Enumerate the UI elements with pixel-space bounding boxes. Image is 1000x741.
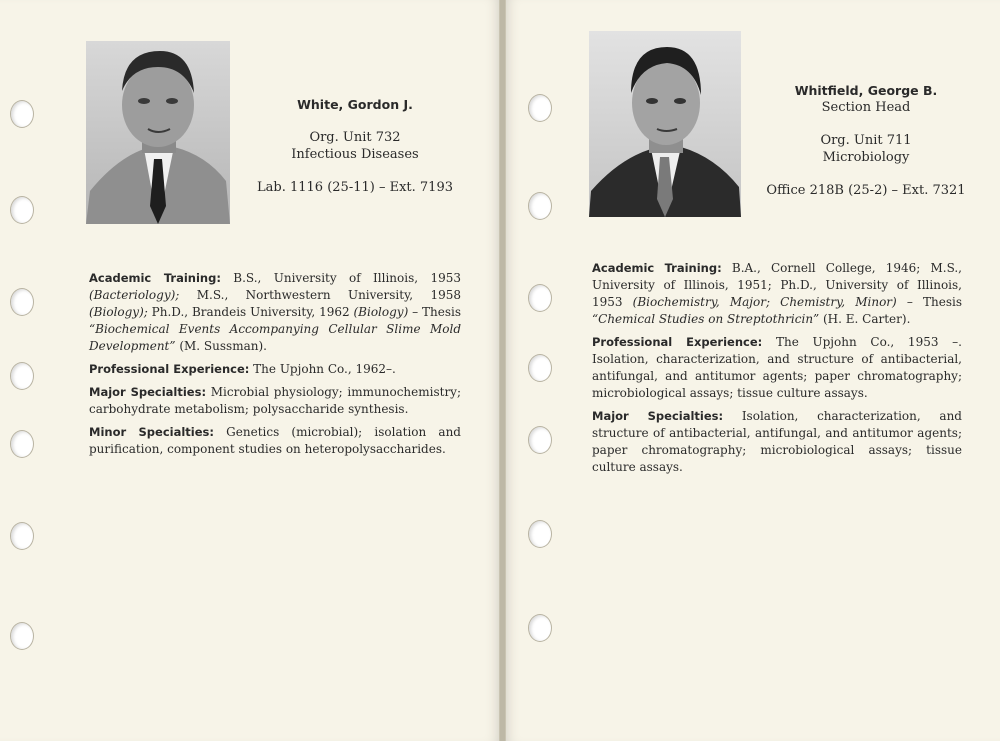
binder-hole	[528, 192, 552, 220]
profile-header	[761, 82, 971, 199]
profile-header	[250, 96, 460, 196]
binder-hole	[10, 622, 34, 650]
binder-hole	[528, 614, 552, 642]
profile-details	[592, 260, 962, 482]
office-location: Office 218B (25-2) – Ext. 7321	[766, 183, 966, 198]
department: Infectious Diseases	[291, 147, 419, 162]
portrait-photo	[589, 31, 741, 217]
binder-hole	[10, 522, 34, 550]
major-specialties: Major Specialties: Isolation, characterization, and structure of antibacterial, antifungal, and antitumor agents; paper chromatography; microbiological assays; tissue culture assays.	[592, 409, 962, 474]
binder-hole	[528, 354, 552, 382]
section-label: Professional Experience:	[89, 362, 250, 376]
binder-hole	[10, 430, 34, 458]
binder-hole	[10, 362, 34, 390]
binder-hole	[528, 426, 552, 454]
department: Microbiology	[822, 150, 910, 165]
binder-hole	[10, 196, 34, 224]
section-label: Professional Experience:	[592, 335, 763, 349]
professional-experience: Professional Experience: The Upjohn Co., 1962–.	[89, 362, 396, 376]
org-unit: Org. Unit 732	[309, 130, 401, 145]
person-name: White, Gordon J.	[297, 97, 413, 112]
portrait-photo	[86, 41, 230, 224]
academic-training: Academic Training: B.A., Cornell College, 1946; M.S., University of Illinois, 1951; Ph.D., University of Illinois, 1953 (Biochemistry, Major; Chemistry, Minor) – Thesis “Chemical Studies on Streptothricin” (H. E. Carter).	[592, 261, 962, 326]
section-label: Major Specialties:	[89, 385, 207, 399]
section-label: Major Specialties:	[592, 409, 724, 423]
binder-hole	[528, 284, 552, 312]
binder-hole	[528, 520, 552, 548]
section-label: Academic Training:	[592, 261, 722, 275]
major-specialties: Major Specialties: Microbial physiology; immunochemistry; carbohydrate metabolism; polysaccharide synthesis.	[89, 385, 461, 416]
binder-hole	[10, 288, 34, 316]
academic-training: Academic Training: B.S., University of Illinois, 1953 (Bacteriology); M.S., Northwestern University, 1958 (Biology); Ph.D., Brandeis University, 1962 (Biology) – Thesis “Biochemical Events Accompanying Cellular Slime Mold Development” (M. Sussman).	[89, 271, 461, 353]
right-page	[505, 0, 1000, 741]
section-label: Minor Specialties:	[89, 425, 214, 439]
profile-details	[89, 270, 461, 464]
job-title: Section Head	[821, 100, 911, 115]
binder-hole	[10, 100, 34, 128]
org-unit: Org. Unit 711	[820, 133, 912, 148]
minor-specialties: Minor Specialties: Genetics (microbial); isolation and purification, component studies on heteropolysaccharides.	[89, 425, 461, 456]
professional-experience: Professional Experience: The Upjohn Co., 1953 –. Isolation, characterization, and structure of antibacterial, antifungal, and antitumor agents; paper chromatography; microbiological assays; tissue culture assays.	[592, 335, 962, 400]
person-name: Whitfield, George B.	[794, 83, 938, 98]
section-label: Academic Training:	[89, 271, 221, 285]
office-location: Lab. 1116 (25-11) – Ext. 7193	[257, 180, 453, 195]
binder-hole	[528, 94, 552, 122]
